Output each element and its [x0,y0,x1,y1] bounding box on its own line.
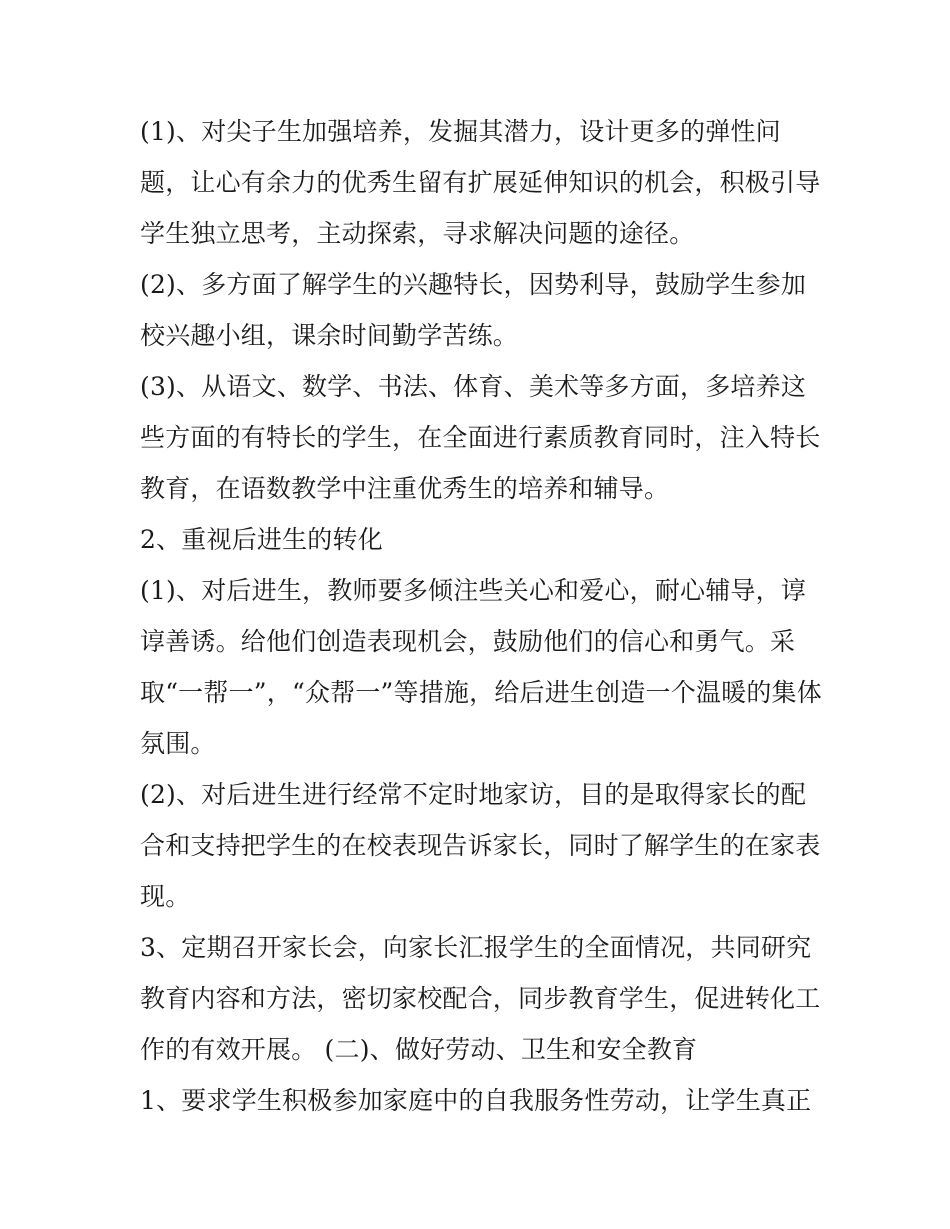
text-line: 作的有效开展。 (二)、做好劳动、卫生和安全教育 [140,1035,698,1064]
text-line: (2)、对后进生进行经常不定时地家访，目的是取得家长的配 [140,780,807,809]
document-body [140,112,820,1132]
text-line: (3)、从语文、数学、书法、体育、美术等多方面，多培养这 [140,372,807,401]
text-line: (1)、对尖子生加强培养，发掘其潜力，设计更多的弹性问 [140,117,781,146]
text-line: 3、定期召开家长会，向家长汇报学生的全面情况，共同研究 [140,933,812,962]
text-line: 氛围。 [140,729,216,758]
text-line: 教育，在语数教学中注重优秀生的培养和辅导。 [140,474,670,503]
text-line: 教育内容和方法，密切家校配合，同步教育学生，促进转化工 [140,984,821,1013]
text-line: 些方面的有特长的学生，在全面进行素质教育同时，注入特长 [140,423,821,452]
text-line: 学生独立思考，主动探索，寻求解决问题的途径。 [140,219,695,248]
text-line: 合和支持把学生的在校表现告诉家长，同时了解学生的在家表 [140,831,821,860]
text-line: 谆善诱。给他们创造表现机会，鼓励他们的信心和勇气。采 [140,627,796,656]
text-line: 现。 [140,882,191,911]
section-heading: 2、重视后进生的转化 [140,525,383,554]
text-line: 题，让心有余力的优秀生留有扩展延伸知识的机会，积极引导 [140,168,821,197]
text-line: 校兴趣小组，课余时间勤学苦练。 [140,321,519,350]
text-line: (1)、对后进生，教师要多倾注些关心和爱心，耐心辅导，谆 [140,576,807,605]
text-line: 1、要求学生积极参加家庭中的自我服务性劳动，让学生真正 [140,1086,812,1115]
text-line: 取“一帮一”，“众帮一”等措施，给后进生创造一个温暖的集体 [140,678,822,707]
text-line: (2)、多方面了解学生的兴趣特长，因势利导，鼓励学生参加 [140,270,807,299]
